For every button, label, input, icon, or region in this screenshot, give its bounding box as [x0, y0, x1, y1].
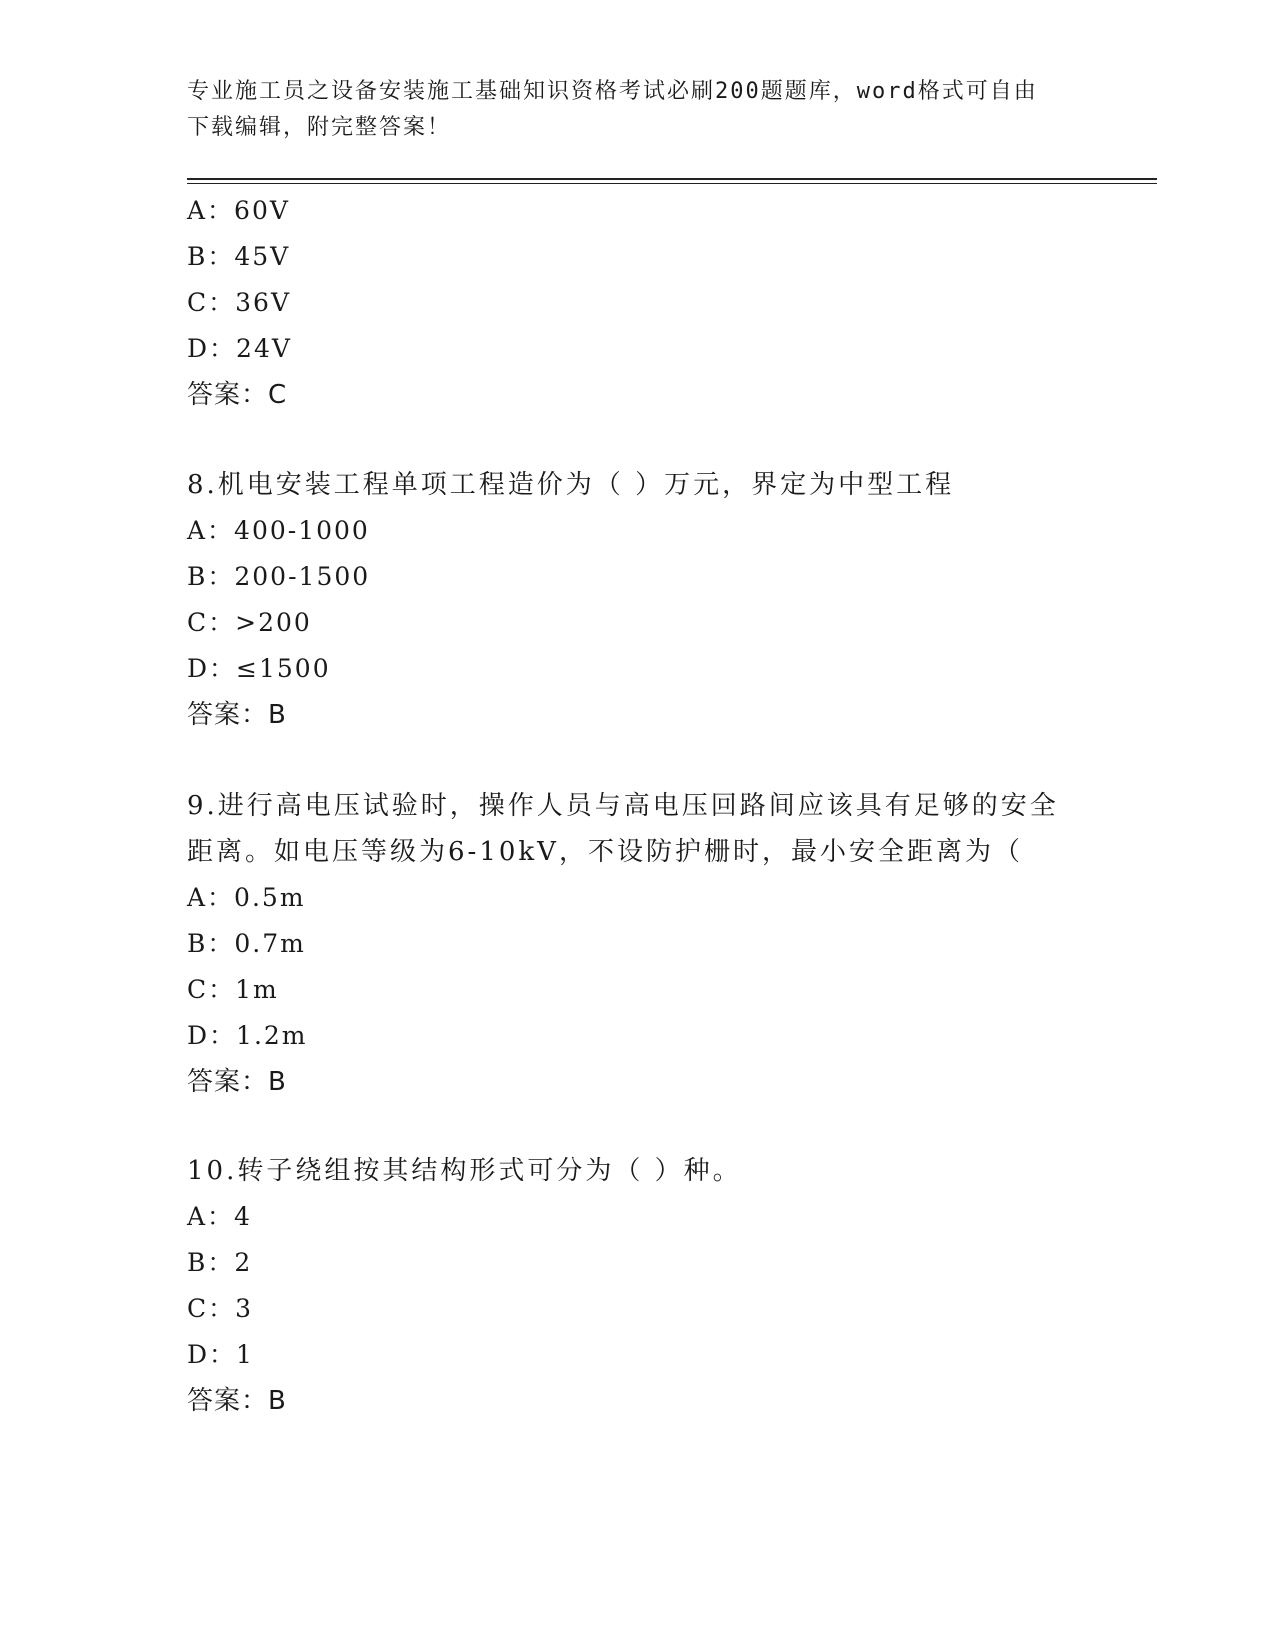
question-text-line-2: 距离。如电压等级为6-10kV，不设防护栅时，最小安全距离为（ [187, 837, 1023, 867]
option-d: D：1 [187, 1340, 254, 1369]
option-c: C：>200 [187, 608, 312, 637]
question-8-block [187, 462, 1107, 738]
document-header [187, 74, 1107, 146]
question-text: 8.机电安装工程单项工程造价为（ ）万元，界定为中型工程 [187, 470, 955, 500]
answer: 答案：C [187, 380, 288, 410]
option-a: A：4 [187, 1202, 252, 1231]
header-divider-thin [187, 183, 1157, 184]
option-a: A：60V [187, 196, 290, 225]
option-a: A：400-1000 [187, 516, 370, 545]
question-text-line-1: 9.进行高电压试验时，操作人员与高电压回路间应该具有足够的安全 [187, 791, 1059, 821]
option-d: D：≤1500 [187, 654, 331, 683]
option-d: D：24V [187, 334, 292, 363]
question-text: 10.转子绕组按其结构形式可分为（ ）种。 [187, 1156, 742, 1186]
option-b: B：45V [187, 242, 291, 271]
header-line-1: 专业施工员之设备安装施工基础知识资格考试必刷200题题库，word格式可自由 [187, 79, 1038, 104]
answer: 答案：B [187, 1386, 287, 1416]
option-c: C：3 [187, 1294, 254, 1323]
header-divider-thick [187, 178, 1157, 180]
option-c: C：1m [187, 975, 279, 1004]
question-9-block [187, 783, 1107, 1105]
option-d: D：1.2m [187, 1021, 308, 1050]
option-b: B：0.7m [187, 929, 306, 958]
answer: 答案：B [187, 1067, 287, 1097]
option-b: B：200-1500 [187, 562, 371, 591]
question-10-block [187, 1148, 1107, 1424]
option-a: A：0.5m [187, 883, 306, 912]
question-7-block [187, 188, 1107, 418]
option-b: B：2 [187, 1248, 253, 1277]
header-line-2: 下载编辑，附完整答案！ [187, 115, 452, 140]
option-c: C：36V [187, 288, 291, 317]
answer: 答案：B [187, 700, 287, 730]
